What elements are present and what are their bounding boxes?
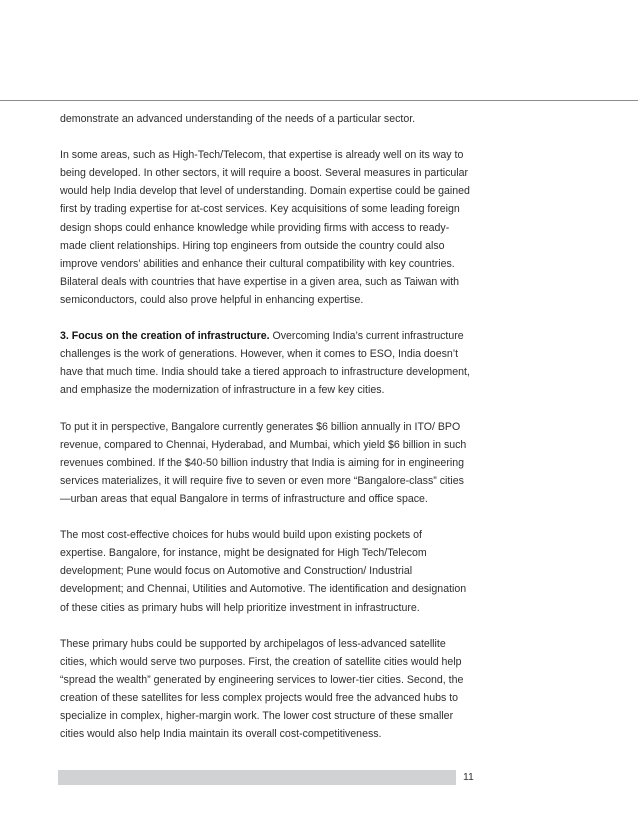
section-heading: 3. Focus on the creation of infrastructure. (60, 330, 270, 343)
paragraph-4: To put it in perspective, Bangalore currently generates $6 billion annually in ITO/ BPO revenue, compared to Chennai, Hyderabad, and Mumbai, which yield $6 billion in such revenues combined. If the $40-50 billion industry that India is aiming for in engineering services materializes, it will require five to seven or even more “Bangalore-class” cities—urban areas that equal Bangalore in terms of infrastructure and office space. (60, 420, 467, 505)
header-divider (0, 100, 638, 101)
paragraph-3 (60, 327, 470, 399)
page-number: 11 (463, 771, 474, 783)
paragraph-2: In some areas, such as High-Tech/Telecom, that expertise is already well on its way to being developed. In other sectors, it will require a boost. Several measures in particular would help India develop that level of understanding. Domain expertise could be gained first by trading expertise for at-cost services. Key acquisitions of some leading foreign design shops could enhance knowledge while providing firms with access to ready-made client relationships. Hiring top engineers from outside the country could also improve vendors’ abilities and enhance their cultural compatibility with key countries. Bilateral deals with countries that have expertise in a given area, such as Taiwan with semiconductors, could also prove helpful in enhancing expertise. (60, 149, 470, 306)
paragraph-6: These primary hubs could be supported by archipelagos of less-advanced satellite cities, which would serve two purposes. First, the creation of satellite cities would help “spread the wealth” generated by engineering services to lower-tier cities. Second, the creation of these satellites for less complex projects would free the advanced hubs to specialize in complex, higher-margin work. The lower cost structure of these smaller cities would also help India maintain its overall cost-competitiveness. (60, 637, 464, 741)
paragraph-3-body: Overcoming India’s current infrastructure challenges is the work of generations. However, when it comes to ESO, India doesn’t have that much time. India should take a tiered approach to infrastructure development, and emphasize the modernization of infrastructure in a few key cities. (60, 330, 470, 397)
body-text (60, 110, 470, 761)
paragraph-5: The most cost-effective choices for hubs would build upon existing pockets of expertise. Bangalore, for instance, might be designated for High Tech/Telecom development; Pune would focus on Automotive and Construction/ Industrial development; and Chennai, Utilities and Automotive. The identification and designation of these cities as primary hubs will help prioritize investment in infrastructure. (60, 529, 467, 614)
footer-bar (58, 770, 456, 785)
paragraph-1: demonstrate an advanced understanding of the needs of a particular sector. (60, 113, 416, 125)
